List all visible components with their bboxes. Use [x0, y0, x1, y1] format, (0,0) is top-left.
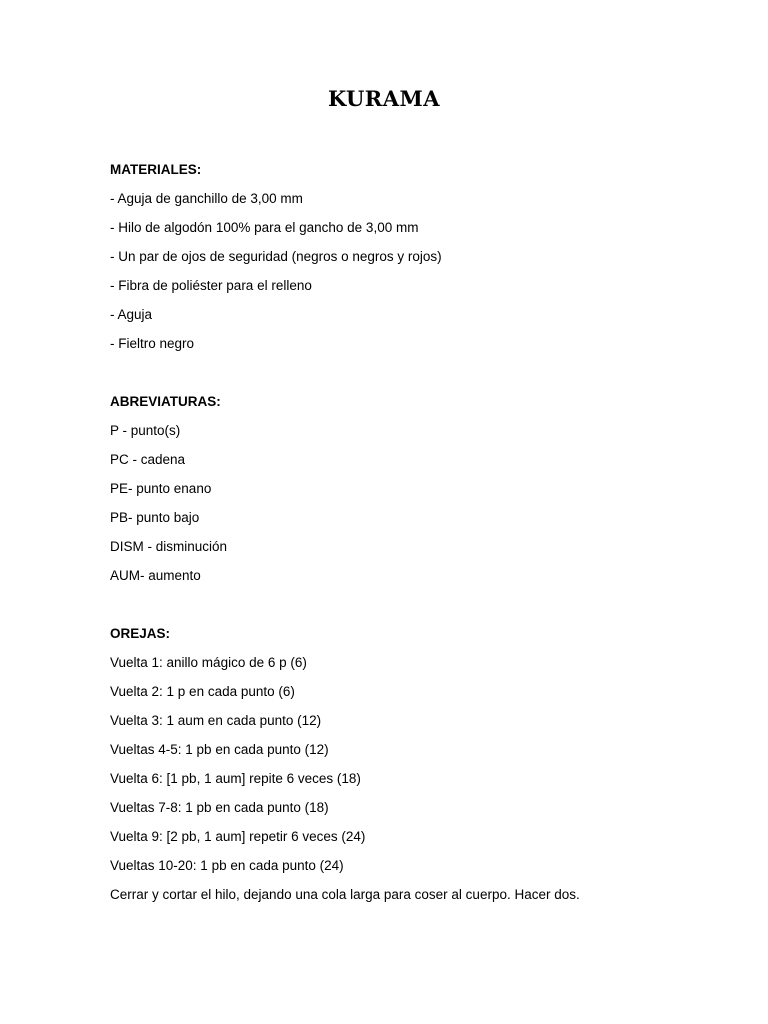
materials-item: - Fibra de poliéster para el relleno	[110, 278, 312, 293]
document-title: KURAMA	[327, 86, 441, 111]
abbreviation-item: PB- punto bajo	[110, 510, 200, 525]
materials-item: - Fieltro negro	[110, 336, 195, 351]
ears-finishing-note: Cerrar y cortar el hilo, dejando una cola larga para coser al cuerpo. Hacer dos.	[110, 887, 580, 902]
ears-step: Vuelta 2: 1 p en cada punto (6)	[110, 684, 295, 699]
ears-step: Vueltas 10-20: 1 pb en cada punto (24)	[110, 858, 344, 873]
document-body	[110, 160, 750, 914]
ears-step: Vuelta 6: [1 pb, 1 aum] repite 6 veces (18)	[110, 771, 361, 786]
section-spacer	[110, 363, 750, 392]
section-spacer	[110, 595, 750, 624]
materials-item: - Aguja	[110, 307, 153, 322]
materials-heading: MATERIALES:	[110, 162, 202, 177]
ears-heading: OREJAS:	[110, 626, 171, 641]
ears-step: Vuelta 9: [2 pb, 1 aum] repetir 6 veces (24)	[110, 829, 366, 844]
materials-item: - Un par de ojos de seguridad (negros o negros y rojos)	[110, 249, 442, 264]
ears-step: Vueltas 4-5: 1 pb en cada punto (12)	[110, 742, 329, 757]
abbreviation-item: P - punto(s)	[110, 423, 181, 438]
materials-item: - Hilo de algodón 100% para el gancho de 3,00 mm	[110, 220, 419, 235]
abbreviation-item: PC - cadena	[110, 452, 186, 467]
materials-item: - Aguja de ganchillo de 3,00 mm	[110, 191, 303, 206]
abbreviations-heading: ABREVIATURAS:	[110, 394, 221, 409]
abbreviation-item: AUM- aumento	[110, 568, 201, 583]
ears-step: Vueltas 7-8: 1 pb en cada punto (18)	[110, 800, 329, 815]
ears-step: Vuelta 1: anillo mágico de 6 p (6)	[110, 655, 307, 670]
abbreviation-item: PE- punto enano	[110, 481, 212, 496]
ears-step: Vuelta 3: 1 aum en cada punto (12)	[110, 713, 322, 728]
abbreviation-item: DISM - disminución	[110, 539, 228, 554]
